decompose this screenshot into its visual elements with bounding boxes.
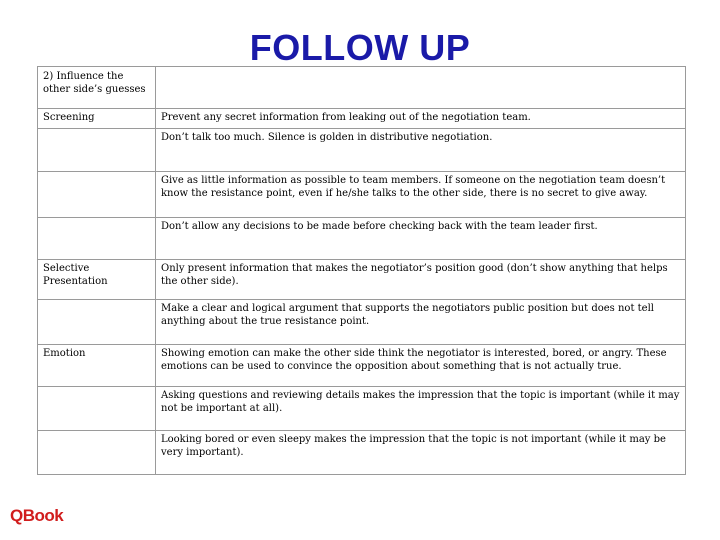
row-text (156, 67, 686, 109)
follow-up-table (37, 66, 686, 475)
table-row (38, 387, 686, 431)
row-label: Selective Presentation (38, 260, 156, 300)
row-text: Only present information that makes the negotiator’s position good (don’t show anything that helps the other side). (156, 260, 686, 300)
row-label (38, 129, 156, 172)
table-row (38, 109, 686, 129)
row-label: Emotion (38, 345, 156, 387)
row-text: Showing emotion can make the other side think the negotiator is interested, bored, or angry. These emotions can be used to convince the opposition about something that is not actually true. (156, 345, 686, 387)
table-row (38, 345, 686, 387)
table-row (38, 260, 686, 300)
table-row (38, 129, 686, 172)
row-text: Make a clear and logical argument that supports the negotiators public position but does not tell anything about the true resistance point. (156, 300, 686, 345)
row-text: Asking questions and reviewing details makes the impression that the topic is important (while it may not be important at all). (156, 387, 686, 431)
table-row (38, 67, 686, 109)
row-text: Don’t talk too much. Silence is golden in distributive negotiation. (156, 129, 686, 172)
row-label (38, 218, 156, 260)
page-title: FOLLOW UP (249, 27, 471, 68)
qbook-logo: QBook (10, 506, 64, 525)
table-row (38, 300, 686, 345)
row-text: Give as little information as possible to team members. If someone on the negotiation team doesn’t know the resistance point, even if he/she talks to the other side, there is no secret to give away. (156, 172, 686, 218)
row-text: Prevent any secret information from leaking out of the negotiation team. (156, 109, 686, 129)
row-label (38, 172, 156, 218)
row-text: Don’t allow any decisions to be made before checking back with the team leader first. (156, 218, 686, 260)
table-row (38, 218, 686, 260)
table-row (38, 431, 686, 475)
row-label (38, 431, 156, 475)
row-text: Looking bored or even sleepy makes the impression that the topic is not important (while it may be very important). (156, 431, 686, 475)
table-row (38, 172, 686, 218)
row-label: 2) Influence the other side’s guesses (38, 67, 156, 109)
row-label: Screening (38, 109, 156, 129)
row-label (38, 300, 156, 345)
row-label (38, 387, 156, 431)
